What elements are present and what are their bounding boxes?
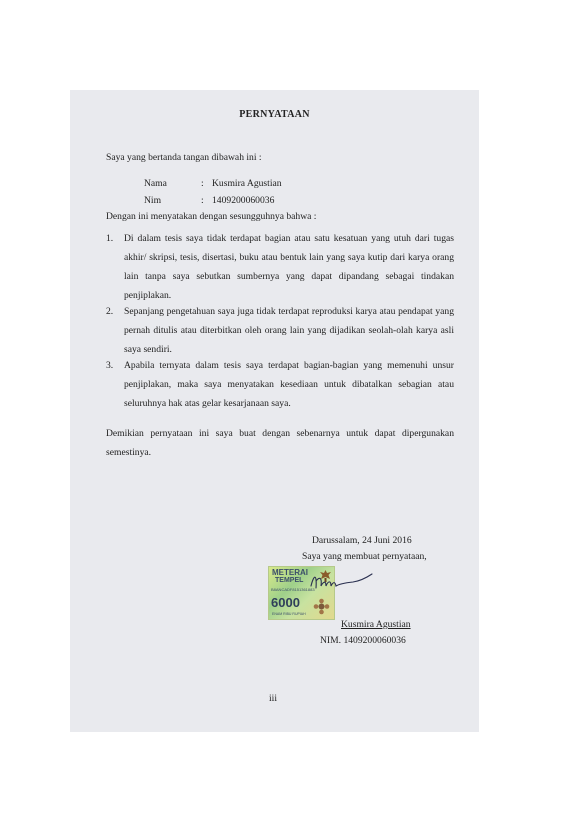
field-label-nim: Nim [144,195,162,206]
list-item: Di dalam tesis saya tidak terdapat bagian atau satu kesatuan yang utuh dari tugas akhir/ skripsi, tesis, disertasi, buku atau bentuk lain yang saya kutip dari karya orang lain tanpa saya sebutkan sumbernya yang dapat dipandang sebagai tindakan penjiplakan. [124,233,454,301]
place-date: Darussalam, 24 Juni 2016 [312,535,412,546]
signer-nim: NIM. 1409200060036 [320,635,406,646]
list-number: 1. [106,233,114,244]
field-value-nim: 1409200060036 [212,195,275,206]
stamp-top-text: METERAI [272,568,308,577]
statement-intro: Dengan ini menyatakan dengan sesungguhnya bahwa : [106,211,317,222]
closing-paragraph: Demikian pernyataan ini saya buat dengan sebenarnya untuk dapat dipergunakan semestinya. [106,428,454,458]
field-value-name: Kusmira Agustian [212,178,282,189]
intro-text: Saya yang bertanda tangan dibawah ini : [106,152,262,163]
list-item: Sepanjang pengetahuan saya juga tidak terdapat reproduksi karya atau pendapat yang pernah ditulis atau diterbitkan oleh orang lain yang dijadikan seolah-olah karya asli saya sendiri. [124,306,454,355]
stamp-amount: 6000 [271,595,300,610]
field-separator: : [201,178,204,189]
list-number: 3. [106,360,114,371]
field-separator: : [201,195,204,206]
stamp-serial: B8ANCADF8151361883 [271,587,315,592]
stamp-amount-sub: ENAM RIBU RUPIAH [272,612,306,616]
signer-name: Kusmira Agustian [341,619,411,630]
page-number: iii [269,693,277,704]
document-page [70,90,479,732]
signer-line: Saya yang membuat pernyataan, [302,551,427,562]
list-item: Apabila ternyata dalam tesis saya terdapat bagian-bagian yang memenuhi unsur penjiplakan, maka saya menyatakan kesediaan untuk dibatalkan sebagian atau seluruhnya hak atas gelar kesarjanaan saya. [124,360,454,409]
field-label-name: Nama [144,178,167,189]
stamp-ornament-icon [313,598,330,615]
page-title: PERNYATAAN [239,109,310,120]
list-number: 2. [106,306,114,317]
stamp-sub-text: TEMPEL [275,577,304,584]
handwritten-signature [308,566,378,596]
